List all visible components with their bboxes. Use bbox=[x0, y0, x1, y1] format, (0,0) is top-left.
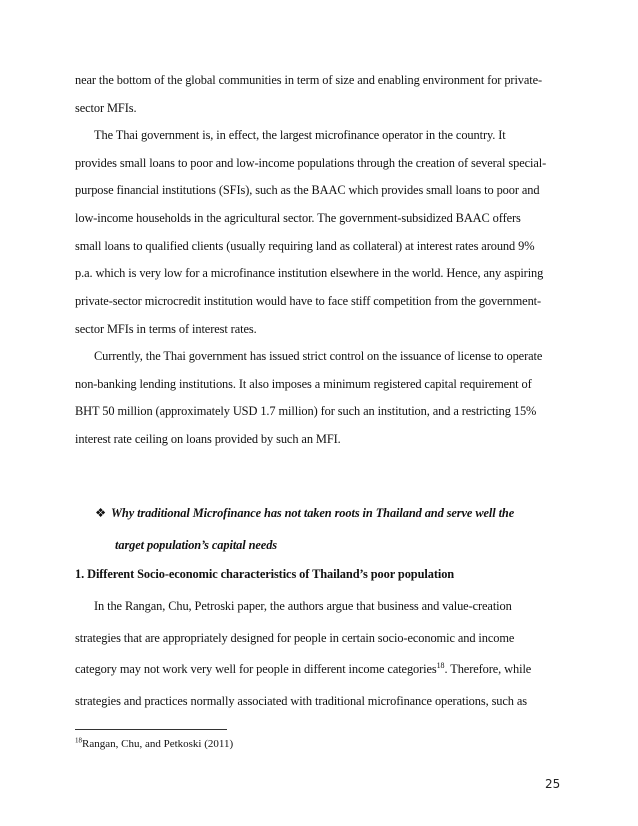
para3-line-3 bbox=[75, 661, 531, 677]
body-line-14: interest rate ceiling on loans provided by such an MFI. bbox=[75, 432, 341, 446]
footnote-text: Rangan, Chu, and Petkoski (2011) bbox=[82, 738, 234, 750]
bullet-heading-line-2: target population’s capital needs bbox=[115, 538, 278, 552]
body-line-12: non-banking lending institutions. It also imposes a minimum registered capital requirement of bbox=[75, 377, 532, 391]
body-line-8: p.a. which is very low for a microfinance institution elsewhere in the world. Hence, any aspiring bbox=[75, 266, 544, 280]
body-line-1: near the bottom of the global communities in term of size and enabling environment for private- bbox=[75, 73, 543, 87]
body-line-11: Currently, the Thai government has issued strict control on the issuance of license to operate bbox=[94, 349, 543, 363]
para3-line-2: strategies that are appropriately designed for people in certain socio-economic and income bbox=[75, 631, 515, 645]
body-line-3: The Thai government is, in effect, the largest microfinance operator in the country. It bbox=[94, 128, 506, 142]
page-number: 25 bbox=[545, 777, 561, 791]
body-line-5: purpose financial institutions (SFIs), such as the BAAC which provides small loans to poor and bbox=[75, 183, 540, 197]
footnote-reference: 18 bbox=[436, 660, 445, 670]
para3-line-3-text: category may not work very well for people in different income categories bbox=[75, 662, 437, 676]
bullet-heading-line-1 bbox=[95, 505, 514, 521]
body-line-10: sector MFIs in terms of interest rates. bbox=[75, 322, 257, 336]
footnote bbox=[75, 737, 233, 751]
bullet-heading-text-1: Why traditional Microfinance has not taken roots in Thailand and serve well the bbox=[111, 506, 515, 520]
body-line-7: small loans to qualified clients (usually requiring land as collateral) at interest rates around 9% bbox=[75, 239, 535, 253]
footnote-divider bbox=[75, 729, 227, 730]
body-line-13: BHT 50 million (approximately USD 1.7 million) for such an institution, and a restricting 15% bbox=[75, 404, 537, 418]
body-line-6: low-income households in the agricultural sector. The government-subsidized BAAC offers bbox=[75, 211, 521, 225]
body-line-2: sector MFIs. bbox=[75, 101, 137, 115]
para3-line-1: In the Rangan, Chu, Petroski paper, the authors argue that business and value-creation bbox=[94, 599, 512, 613]
section-heading: 1. Different Socio-economic characteristics of Thailand’s poor population bbox=[75, 567, 455, 581]
para3-line-4: strategies and practices normally associated with traditional microfinance operations, such as bbox=[75, 694, 527, 708]
body-line-4: provides small loans to poor and low-income populations through the creation of several special- bbox=[75, 156, 547, 170]
body-line-9: private-sector microcredit institution would have to face stiff competition from the government- bbox=[75, 294, 542, 308]
footnote-number: 18 bbox=[75, 736, 82, 745]
para3-line-3-tail: . Therefore, while bbox=[444, 662, 532, 676]
diamond-bullet-icon: ❖ bbox=[95, 506, 107, 520]
